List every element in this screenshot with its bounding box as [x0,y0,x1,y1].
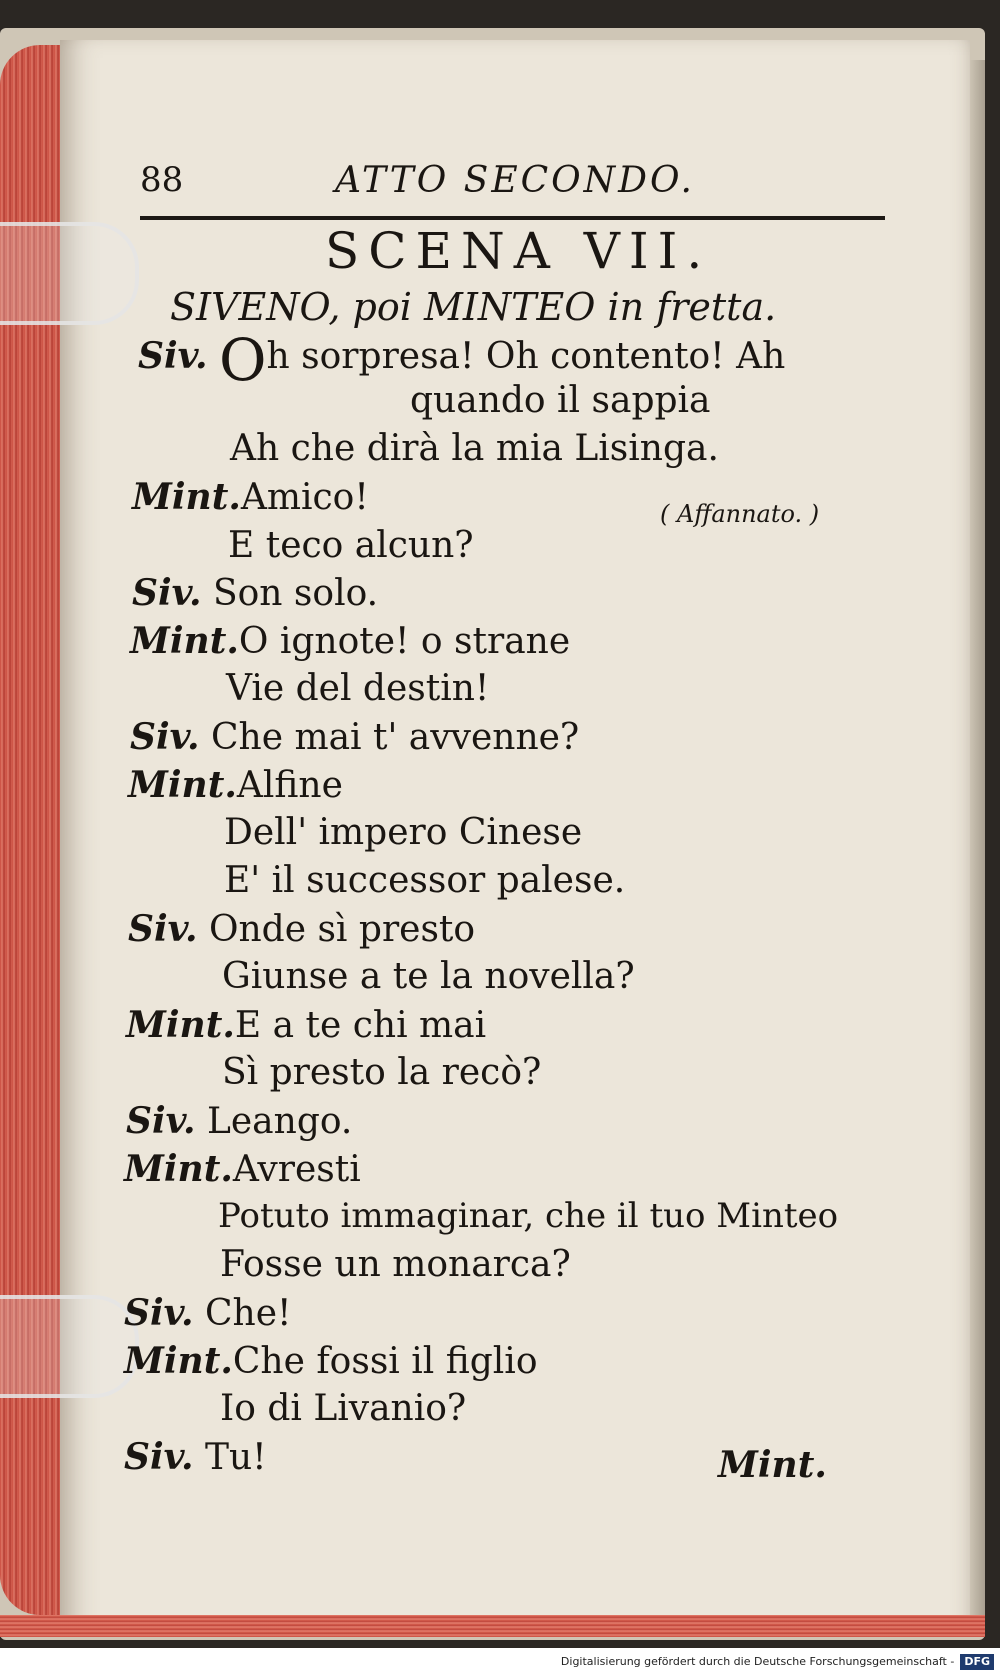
book-clip-bottom [0,1295,139,1398]
line-text: Potuto immaginar, che il tuo Minteo [218,1196,839,1236]
dialogue-line [132,572,378,614]
line-text: Io di Livanio? [220,1388,467,1429]
line-text: h sorpresa! Oh contento! Ah [266,336,786,377]
dialogue-line [224,860,625,901]
line-text: E a te chi mai [234,1005,487,1046]
speaker-label: Siv. [130,716,200,758]
dialogue-line [226,668,489,709]
line-text: E' il successor palese. [224,860,626,901]
line-text: Ah che dirà la mia Lisinga. [230,428,719,469]
scene-title: SCENA VII. [325,222,712,280]
line-text: O ignote! o strane [238,621,571,662]
dialogue-line [220,1388,466,1429]
digitization-credit [0,1648,1000,1675]
dialogue-line [138,326,786,394]
speaker-label: Mint. [128,764,237,806]
running-head [140,160,890,210]
speaker-label: Mint. [126,1004,235,1046]
drop-cap: O [218,326,267,394]
dialogue-line [128,908,475,950]
dialogue-line [126,1100,352,1142]
dialogue-line [224,812,582,853]
page-number: 88 [140,160,184,200]
speaker-label: Siv. [132,572,202,614]
line-text: Vie del destin! [226,668,490,709]
dialogue-line [218,1196,838,1236]
speaker-label: Siv. [124,1292,194,1334]
dialogue-line [124,1340,538,1382]
line-text: Che fossi il figlio [232,1341,538,1382]
dialogue-line [132,476,369,518]
speaker-label: Siv. [126,1100,196,1142]
dialogue-line [228,525,474,566]
book-clip-top [0,222,139,325]
running-title: ATTO SECONDO. [335,160,695,201]
line-text: Alfine [236,765,343,806]
dialogue-line [220,1244,571,1285]
dialogue-line [128,764,343,806]
line-text: Dell' impero Cinese [224,812,583,853]
line-text: E teco alcun? [228,525,474,566]
line-text: Onde sì presto [208,909,476,950]
line-text: Leango. [206,1101,353,1142]
credit-text: Digitalisierung gefördert durch die Deutsche Forschungsgemeinschaft - [560,1655,955,1668]
speaker-label: Mint. [130,620,239,662]
line-text: Sì presto la recò? [222,1052,542,1093]
speaker-label: Mint. [132,476,241,518]
dialogue-line [222,1052,541,1093]
line-text: Son solo. [212,573,379,614]
dialogue-line [410,380,711,421]
dialogue-line [230,428,719,469]
dialogue-line [130,620,570,662]
dialogue-line [130,716,579,758]
speaker-label: Siv. [128,908,198,950]
line-text: Che mai t' avvenne? [210,717,580,758]
catchword: Mint. [718,1444,827,1486]
line-text: Fosse un monarca? [220,1244,571,1285]
line-text: Avresti [232,1149,361,1190]
dialogue-line [124,1292,291,1334]
line-text: Tu! [204,1437,267,1478]
cast-line: SIVENO, poi MINTEO in fretta. [170,285,777,329]
line-text: quando il sappia [410,380,711,421]
speaker-label: Siv. [124,1436,194,1478]
dialogue-line [124,1148,361,1190]
dialogue-line [222,956,635,997]
line-text: Giunse a te la novella? [222,956,635,997]
line-text: Che! [204,1293,292,1334]
stage-direction: ( Affannato. ) [660,500,820,528]
bottom-red-edge [0,1615,985,1637]
dfg-logo: DFG [960,1654,994,1670]
speaker-label: Siv. [138,335,208,377]
speaker-label: Mint. [124,1148,233,1190]
dialogue-line [124,1436,267,1478]
header-rule [140,216,885,220]
line-text: Amico! [240,477,369,518]
dialogue-line [126,1004,486,1046]
speaker-label: Mint. [124,1340,233,1382]
